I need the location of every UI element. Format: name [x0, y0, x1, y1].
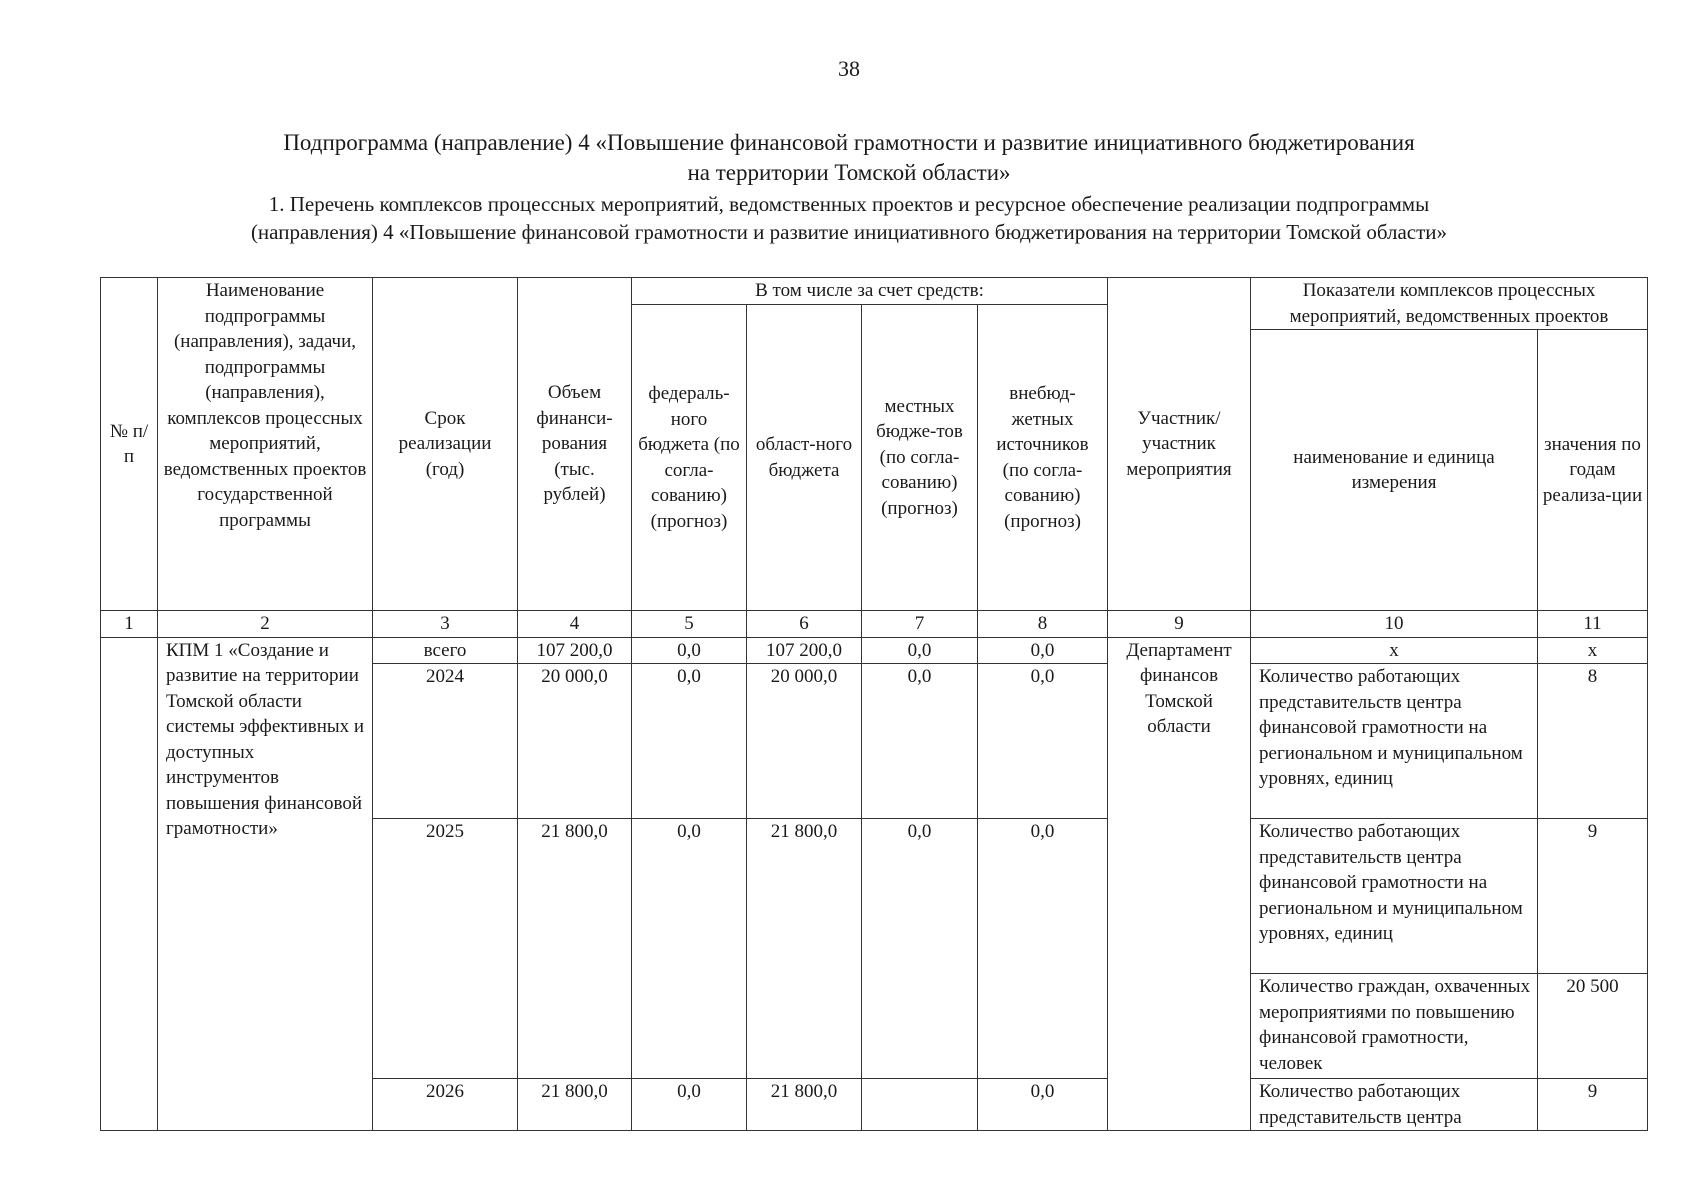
year-cell: 2024 — [373, 664, 518, 819]
federal-cell: 0,0 — [632, 819, 747, 1079]
indicator-value: 9 — [1538, 819, 1648, 974]
indicator-value: 8 — [1538, 664, 1648, 819]
federal-cell: 0,0 — [632, 637, 747, 664]
volume-cell: 21 800,0 — [518, 819, 632, 1079]
col-num: 9 — [1108, 611, 1251, 638]
title-line-2: на территории Томской области» — [687, 160, 1011, 185]
section-title — [0, 190, 1698, 246]
col-num: 11 — [1538, 611, 1648, 638]
header-federal: федераль-ного бюджета (по согла-сованию) (прогноз) — [632, 305, 747, 611]
local-cell: 0,0 — [862, 637, 978, 664]
col-num: 7 — [862, 611, 978, 638]
subtitle-line-1: 1. Перечень комплексов процессных мероприятий, ведомственных проектов и ресурсное обеспечение реализации подпрограммы — [268, 192, 1430, 216]
header-local: местных бюдже-тов (по согла-сованию) (прогноз) — [862, 305, 978, 611]
year-cell: всего — [373, 637, 518, 664]
header-name: Наименование подпрограммы (направления), задачи, подпрограммы (направления), комплексов процессных мероприятий, ведомственных проектов государственной программы — [158, 278, 373, 611]
col-num: 10 — [1251, 611, 1538, 638]
col-num: 8 — [978, 611, 1108, 638]
col-num: 5 — [632, 611, 747, 638]
indicator-value: 9 — [1538, 1079, 1648, 1131]
indicator-cell: х — [1251, 637, 1538, 664]
column-numbers-row — [101, 611, 1648, 638]
header-extra: внебюд-жетных источников (по согла-сованию) (прогноз) — [978, 305, 1108, 611]
indicator-cell: Количество работающих представительств центра — [1251, 1079, 1538, 1131]
regional-cell: 21 800,0 — [747, 1079, 862, 1131]
year-cell: 2025 — [373, 819, 518, 1079]
indicator-cell: Количество работающих представительств центра финансовой грамотности на региональном и муниципальном уровнях, единиц — [1251, 664, 1538, 819]
regional-cell: 107 200,0 — [747, 637, 862, 664]
col-num: 1 — [101, 611, 158, 638]
page-number: 38 — [838, 56, 860, 81]
header-volume: Объем финанси-рования (тыс. рублей) — [518, 278, 632, 611]
kpm-name: КПМ 1 «Создание и развитие на территории Томской области системы эффективных и доступных инструментов повышения финансовой грамотности» — [158, 637, 373, 1131]
measures-table — [100, 277, 1648, 1131]
extra-cell: 0,0 — [978, 637, 1108, 664]
local-cell: 0,0 — [862, 819, 978, 1079]
regional-cell: 21 800,0 — [747, 819, 862, 1079]
subprogram-title — [0, 128, 1698, 188]
volume-cell: 21 800,0 — [518, 1079, 632, 1131]
col-num: 3 — [373, 611, 518, 638]
federal-cell: 0,0 — [632, 664, 747, 819]
volume-cell: 20 000,0 — [518, 664, 632, 819]
col-num: 6 — [747, 611, 862, 638]
indicator-value: х — [1538, 637, 1648, 664]
title-line-1: Подпрограмма (направление) 4 «Повышение финансовой грамотности и развитие инициативного бюджетирования — [283, 130, 1415, 155]
indicator-cell: Количество граждан, охваченных мероприятиями по повышению финансовой грамотности, человек — [1251, 974, 1538, 1079]
federal-cell: 0,0 — [632, 1079, 747, 1131]
indicator-value: 20 500 — [1538, 974, 1648, 1079]
table-row — [101, 637, 1648, 664]
header-ind-name: наименование и единица измерения — [1251, 330, 1538, 611]
col-num: 4 — [518, 611, 632, 638]
header-regional: област-ного бюджета — [747, 305, 862, 611]
local-cell: 0,0 — [862, 664, 978, 819]
header-incl-group: В том числе за счет средств: — [632, 278, 1108, 305]
header-num: № п/п — [101, 278, 158, 611]
header-participant: Участник/ участник мероприятия — [1108, 278, 1251, 611]
volume-cell: 107 200,0 — [518, 637, 632, 664]
indicator-cell: Количество работающих представительств центра финансовой грамотности на региональном и муниципальном уровнях, единиц — [1251, 819, 1538, 974]
row-num-cell — [101, 637, 158, 1131]
extra-cell: 0,0 — [978, 664, 1108, 819]
year-cell: 2026 — [373, 1079, 518, 1131]
col-num: 2 — [158, 611, 373, 638]
header-term: Срок реализации (год) — [373, 278, 518, 611]
header-ind-values: значения по годам реализа-ции — [1538, 330, 1648, 611]
subtitle-line-2: (направления) 4 «Повышение финансовой грамотности и развитие инициативного бюджетирования на территории Томской области» — [250, 220, 1448, 244]
extra-cell: 0,0 — [978, 819, 1108, 1079]
local-cell — [862, 1079, 978, 1131]
extra-cell: 0,0 — [978, 1079, 1108, 1131]
regional-cell: 20 000,0 — [747, 664, 862, 819]
header-indicators-group: Показатели комплексов процессных мероприятий, ведомственных проектов — [1251, 278, 1648, 330]
participant-cell: Департамент финансов Томской области — [1108, 637, 1251, 1131]
